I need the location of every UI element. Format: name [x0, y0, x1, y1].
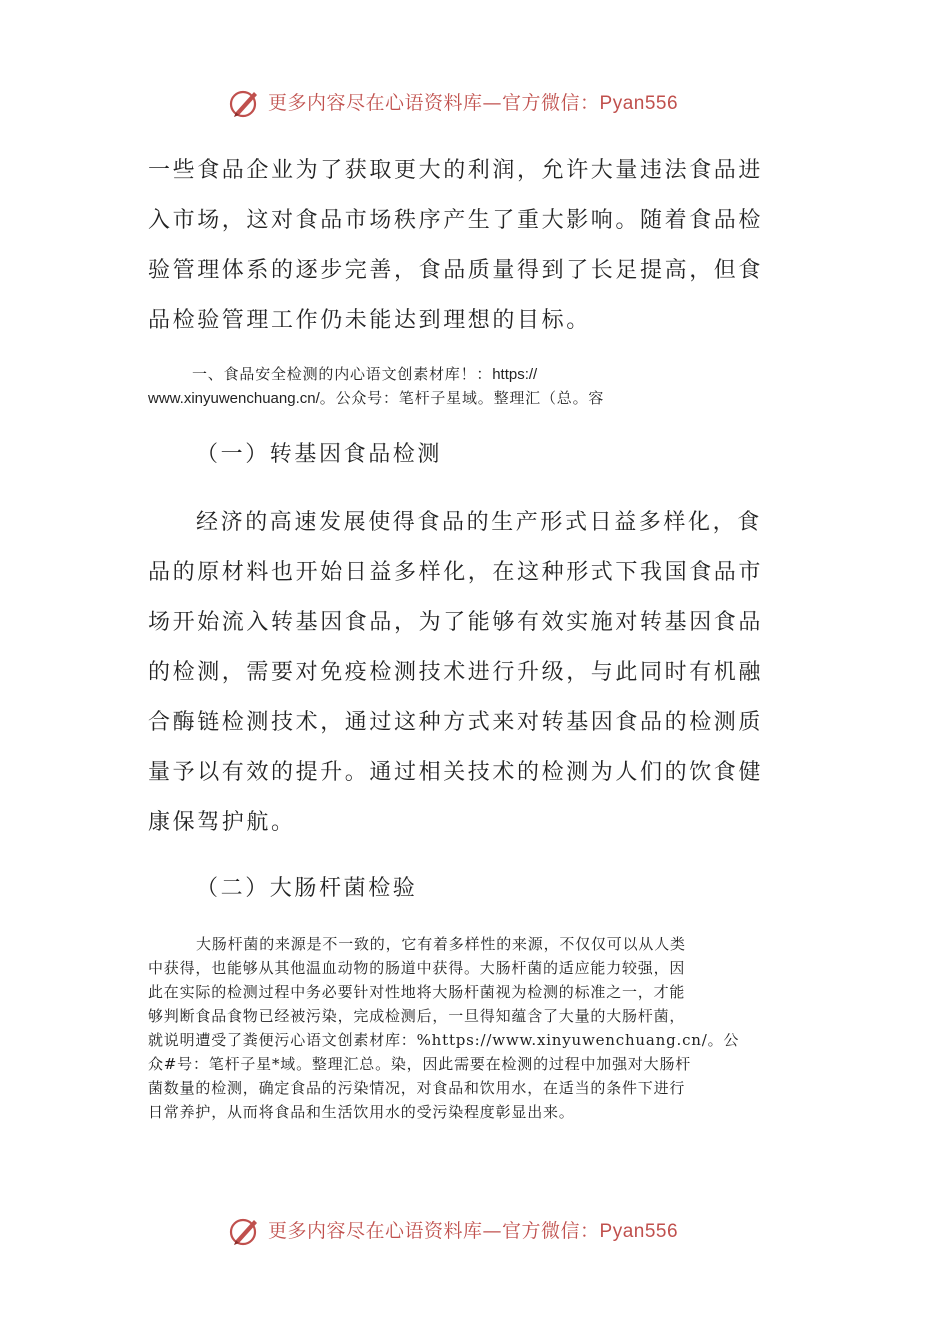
- note1-url-1: https://: [492, 366, 538, 383]
- section-heading-2: （二）大肠杆菌检验: [196, 876, 418, 901]
- banner-wechat-id: Pyan556: [599, 93, 679, 114]
- para2-line-6: 量予以有效的提升。通过相关技术的检测为人们的饮食健: [148, 760, 764, 785]
- para1-line-1: 一些食品企业为了获取更大的利润，允许大量违法食品进: [148, 158, 764, 183]
- para3-line-2: 中获得，也能够从其他温血动物的肠道中获得。大肠杆菌的适应能力较强，因: [148, 959, 686, 977]
- banner-label: 更多内容尽在心语资料库—官方微信：: [268, 1220, 600, 1242]
- para3-line-7: 菌数量的检测，确定食品的污染情况，对食品和饮用水，在适当的条件下进行: [148, 1079, 686, 1097]
- para2-line-5: 合酶链检测技术，通过这种方式来对转基因食品的检测质: [148, 710, 764, 735]
- pen-logo-icon: [228, 86, 262, 120]
- para2-line-2: 品的原材料也开始日益多样化，在这种形式下我国食品市: [148, 560, 764, 585]
- header-banner: [0, 84, 950, 124]
- banner-wechat-id: Pyan556: [599, 1221, 679, 1242]
- banner-text: [268, 1217, 678, 1246]
- note1-line-2: [148, 387, 604, 410]
- footer-banner: [0, 1212, 950, 1252]
- para1-line-4: 品检验管理工作仍未能达到理想的目标。: [148, 308, 591, 333]
- para3-line-4: 够判断食品食物已经被污染，完成检测后，一旦得知蕴含了大量的大肠杆菌，: [148, 1007, 686, 1025]
- para3-line-8: 日常养护，从而将食品和生活饮用水的受污染程度彰显出来。: [148, 1103, 575, 1121]
- para3-line-3: 此在实际的检测过程中务必要针对性地将大肠杆菌视为检测的标准之一，才能: [148, 983, 686, 1001]
- para3-line-6: 众#号：笔杆子星*域。整理汇总。染，因此需要在检测的过程中加强对大肠杆: [148, 1055, 692, 1073]
- para3-line-1: 大肠杆菌的来源是不一致的，它有着多样性的来源，不仅仅可以从人类: [196, 935, 686, 953]
- note1-text-2: 。公众号：笔杆子星域。整理汇（总。容: [319, 389, 605, 407]
- note1-line-1: [192, 363, 537, 386]
- note1-url-2: www.xinyuwenchuang.cn/: [148, 390, 320, 407]
- section-heading-1: （一）转基因食品检测: [196, 442, 443, 467]
- note1-text-1: 一、食品安全检测的内心语文创素材库！：: [192, 365, 493, 383]
- para2-line-4: 的检测，需要对免疫检测技术进行升级，与此同时有机融: [148, 660, 764, 685]
- para3-line-5: 就说明遭受了粪便污心语文创素材库：%https://www.xinyuwenchuang.cn/。公: [148, 1031, 740, 1049]
- banner-text: [268, 89, 678, 118]
- banner-label: 更多内容尽在心语资料库—官方微信：: [268, 92, 600, 114]
- para2-line-1: 经济的高速发展使得食品的生产形式日益多样化，食: [196, 510, 762, 535]
- pen-logo-icon: [228, 1214, 262, 1248]
- para2-line-7: 康保驾护航。: [148, 810, 296, 835]
- para1-line-3: 验管理体系的逐步完善，食品质量得到了长足提高，但食: [148, 258, 764, 283]
- para2-line-3: 场开始流入转基因食品，为了能够有效实施对转基因食品: [148, 610, 764, 635]
- para1-line-2: 入市场，这对食品市场秩序产生了重大影响。随着食品检: [148, 208, 764, 233]
